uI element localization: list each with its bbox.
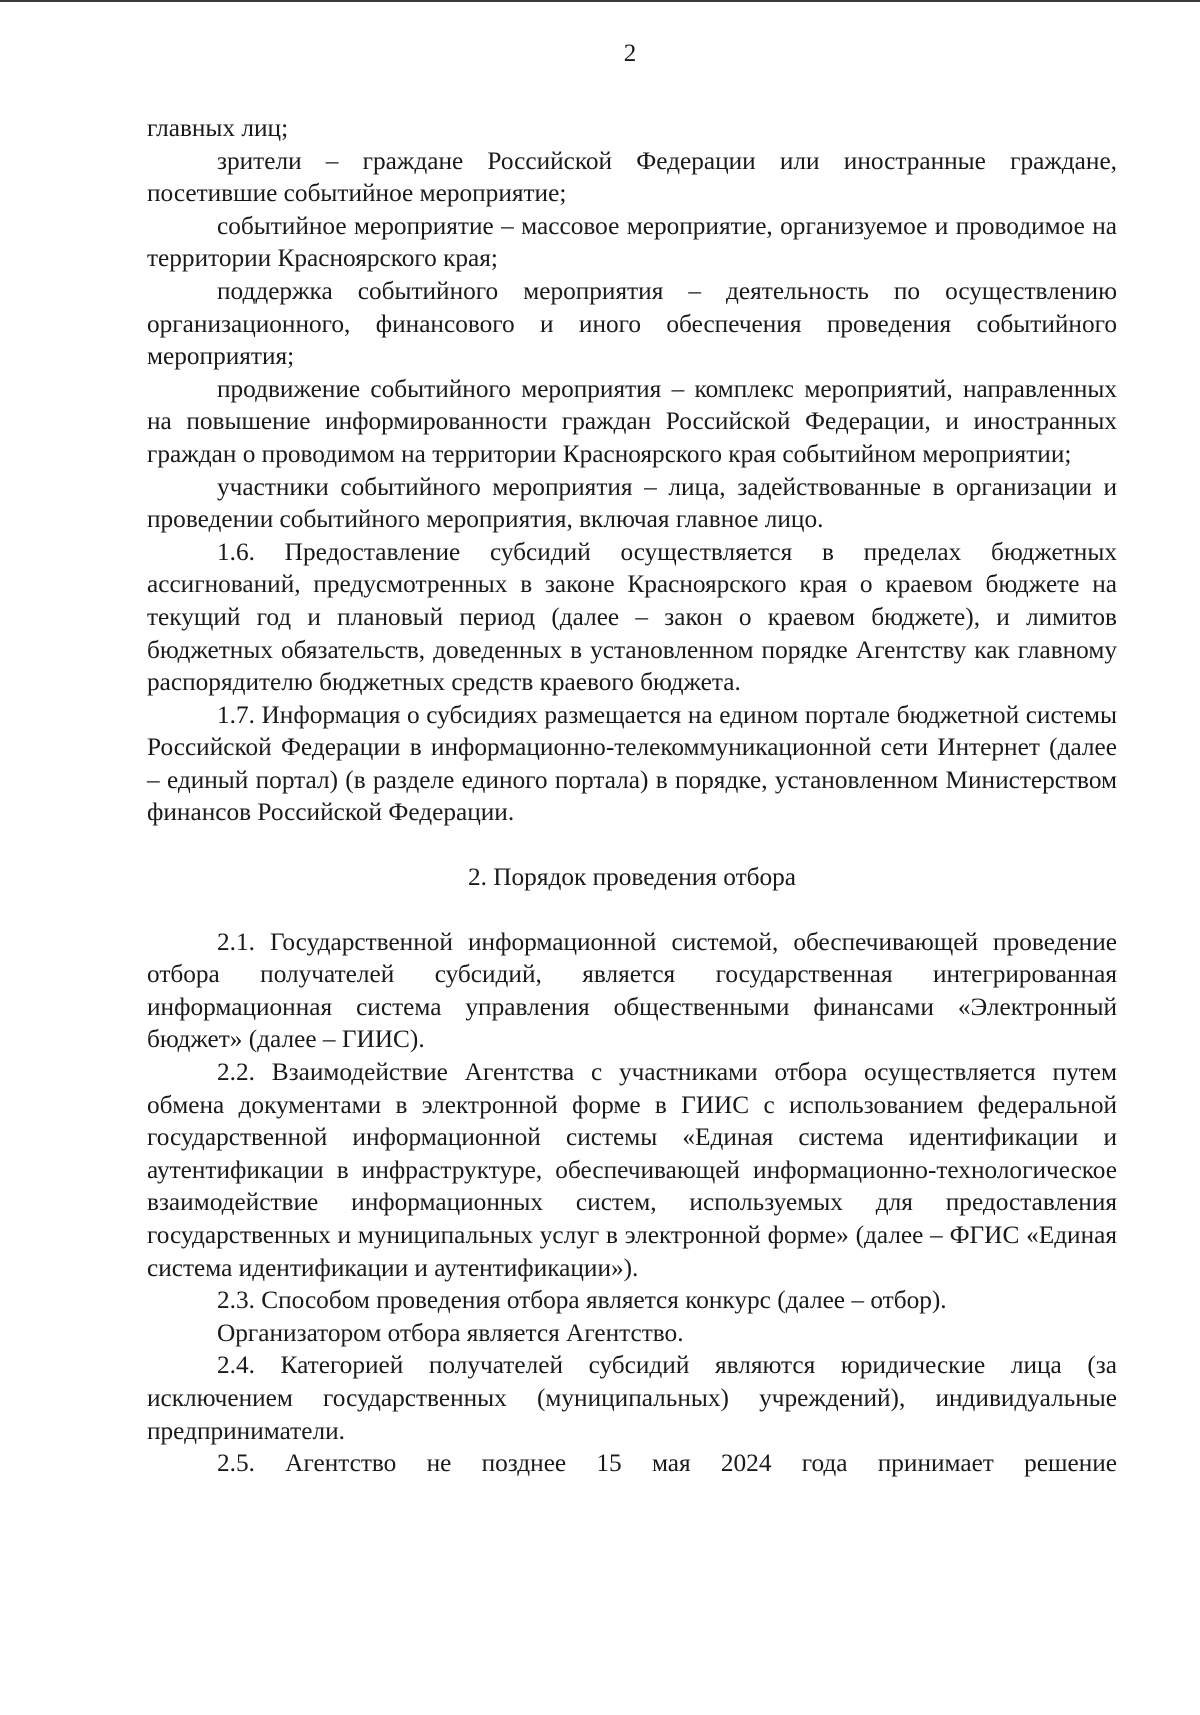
paragraph-2-5: 2.5. Агентство не позднее 15 мая 2024 года принимает решение xyxy=(217,1449,1117,1478)
paragraph-1-6: 1.6. Предоставление субсидий осуществляется в пределах бюджетных ассигнований, предусмотренных в законе Красноярского края о краевом бюджете на текущий год и плановый период (далее – закон о краевом бюджете), и лимитов бюджетных обязательств, доведенных в установленном порядке Агентству как главному распорядителю бюджетных средств краевого бюджета. xyxy=(147,537,1117,697)
paragraph-continuation: главных лиц; xyxy=(147,114,289,142)
paragraph-2-1: 2.1. Государственной информационной системой, обеспечивающей проведение отбора получателей субсидий, является государственная интегрированная информационная система управления общественными финансами «Электронный бюджет» (далее – ГИИС). xyxy=(147,927,1117,1054)
page-top-border xyxy=(0,0,1200,2)
paragraph-viewers: зрители – граждане Российской Федерации или иностранные граждане, посетившие событийное мероприятие; xyxy=(147,146,1117,208)
paragraph-event-participants: участники событийного мероприятия – лица, задействованные в организации и проведении событийного мероприятия, включая главное лицо. xyxy=(147,472,1117,534)
page-number: 2 xyxy=(623,40,637,67)
paragraph-1-7: 1.7. Информация о субсидиях размещается на едином портале бюджетной системы Российской Федерации в информационно-телекоммуникационной сети Интернет (далее – единый портал) (в разделе единого портала) в порядке, установленном Министерством финансов Российской Федерации. xyxy=(147,700,1117,827)
paragraph-2-2: 2.2. Взаимодействие Агентства с участниками отбора осуществляется путем обмена документами в электронной форме в ГИИС с использованием федеральной государственной информационной системы «Единая система идентификации и аутентификации в инфраструктуре, обеспечивающей информационно-технологическое взаимодействие информационных систем, используемых для предоставления государственных и муниципальных услуг в электронной форме» (далее – ФГИС «Единая система идентификации и аутентификации»). xyxy=(147,1058,1117,1282)
paragraph-2-3: 2.3. Способом проведения отбора является конкурс (далее – отбор). xyxy=(217,1286,947,1315)
document-body xyxy=(147,112,1117,1480)
section-title: 2. Порядок проведения отбора xyxy=(467,863,797,892)
paragraph-event: событийное мероприятие – массовое мероприятие, организуемое и проводимое на территории Красноярского края; xyxy=(147,211,1117,273)
paragraph-event-promotion: продвижение событийного мероприятия – комплекс мероприятий, направленных на повышение информированности граждан Российской Федерации, и иностранных граждан о проводимом на территории Красноярского края событийном мероприятии; xyxy=(147,374,1117,468)
paragraph-2-4: 2.4. Категорией получателей субсидий являются юридические лица (за исключением государственных (муниципальных) учреждений), индивидуальные предприниматели. xyxy=(147,1351,1117,1445)
paragraph-organizer: Организатором отбора является Агентство. xyxy=(217,1318,684,1347)
paragraph-event-support: поддержка событийного мероприятия – деятельность по осуществлению организационного, финансового и иного обеспечения проведения событийного мероприятия; xyxy=(147,276,1117,371)
